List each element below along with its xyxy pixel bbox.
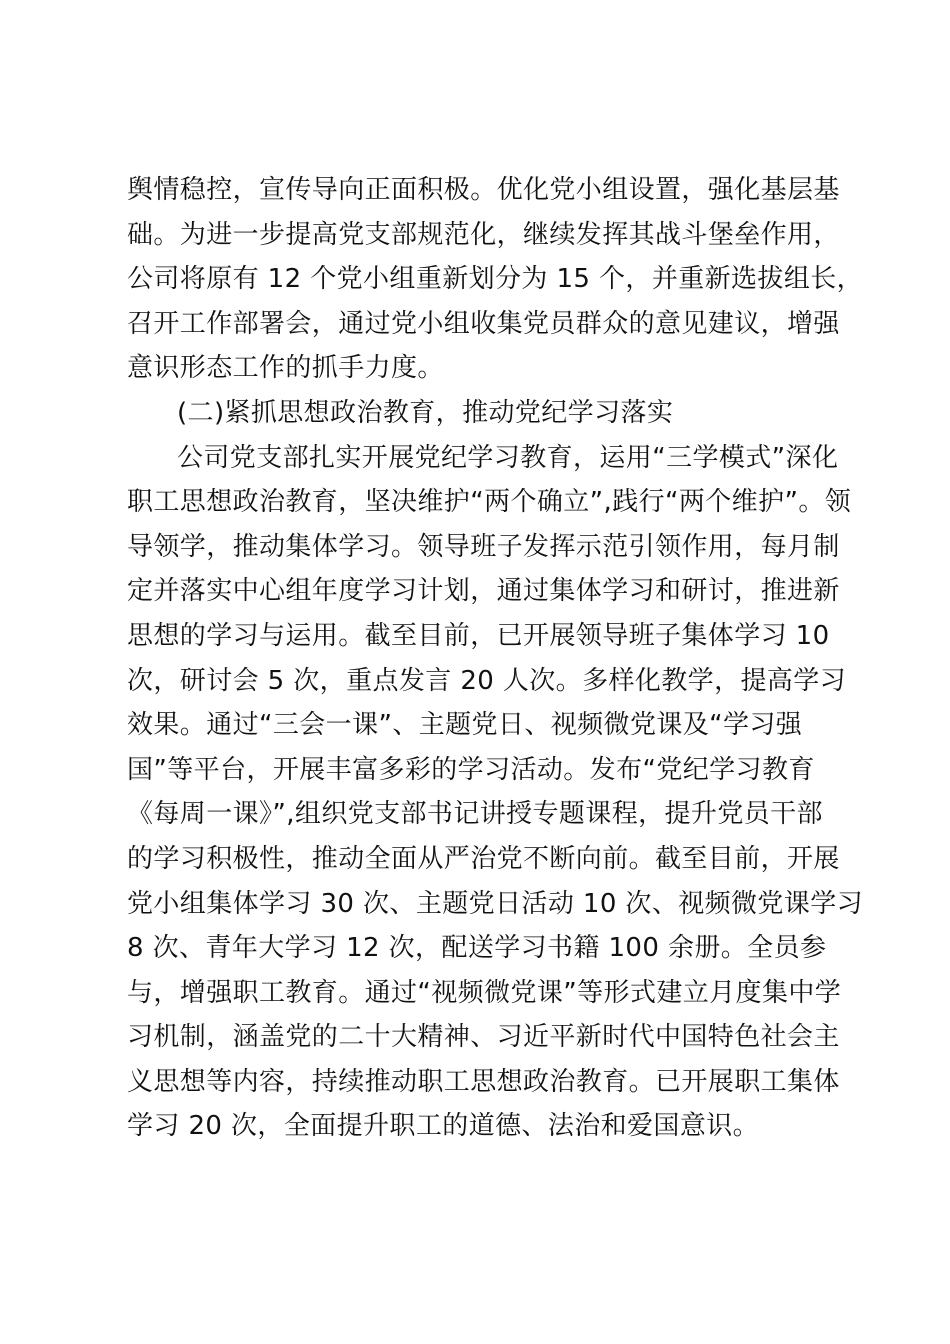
document-body <box>127 168 864 1149</box>
text-line: 职工思想政治教育，坚决维护“两个确立”,践行“两个维护”。领 <box>127 487 852 518</box>
text-line: 导领学，推动集体学习。领导班子发挥示范引领作用，每月制 <box>127 531 840 562</box>
text-line: 8 次、青年大学习 12 次，配送学习书籍 100 余册。全员参 <box>127 933 827 964</box>
text-line: 意识形态工作的抓手力度。 <box>127 353 444 384</box>
text-line: 础。为进一步提高党支部规范化，继续发挥其战斗堡垒作用， <box>127 219 840 250</box>
text-line: 次，研讨会 5 次，重点发言 20 人次。多样化教学，提高学习 <box>127 665 847 696</box>
text-line: 与，增强职工教育。通过“视频微党课”等形式建立月度集中学 <box>127 977 842 1008</box>
text-line: 思想的学习与运用。截至目前，已开展领导班子集体学习 10 <box>127 620 830 651</box>
text-line: 效果。通过“三会一课”、主题党日、视频微党课及“学习强 <box>127 710 803 741</box>
text-line: 的学习积极性，推动全面从严治党不断向前。截至目前，开展 <box>127 843 840 874</box>
text-line: 学习 20 次，全面提升职工的道德、法治和爱国意识。 <box>127 1111 760 1142</box>
text-line: 召开工作部署会，通过党小组收集党员群众的意见建议，增强 <box>127 308 840 339</box>
text-line: 公司将原有 12 个党小组重新划分为 15 个，并重新选拔组长， <box>127 264 864 295</box>
text-line: 党小组集体学习 30 次、主题党日活动 10 次、视频微党课学习 <box>127 888 864 919</box>
text-line: 习机制，涵盖党的二十大精神、习近平新时代中国特色社会主 <box>127 1022 840 1053</box>
text-line: 舆情稳控，宣传导向正面积极。优化党小组设置，强化基层基 <box>127 175 840 205</box>
text-line: 义思想等内容，持续推动职工思想政治教育。已开展职工集体 <box>127 1066 840 1097</box>
text-line: 定并落实中心组年度学习计划，通过集体学习和研讨，推进新 <box>127 576 840 607</box>
text-line: 国”等平台，开展丰富多彩的学习活动。发布“党纪学习教育 <box>127 754 815 785</box>
section-heading: (二)紧抓思想政治教育，推动党纪学习落实 <box>177 397 674 428</box>
text-line: 《每周一课》”,组织党支部书记讲授专题课程，提升党员干部 <box>127 799 823 830</box>
text-line: 公司党支部扎实开展党纪学习教育，运用“三学模式”深化 <box>177 442 839 473</box>
